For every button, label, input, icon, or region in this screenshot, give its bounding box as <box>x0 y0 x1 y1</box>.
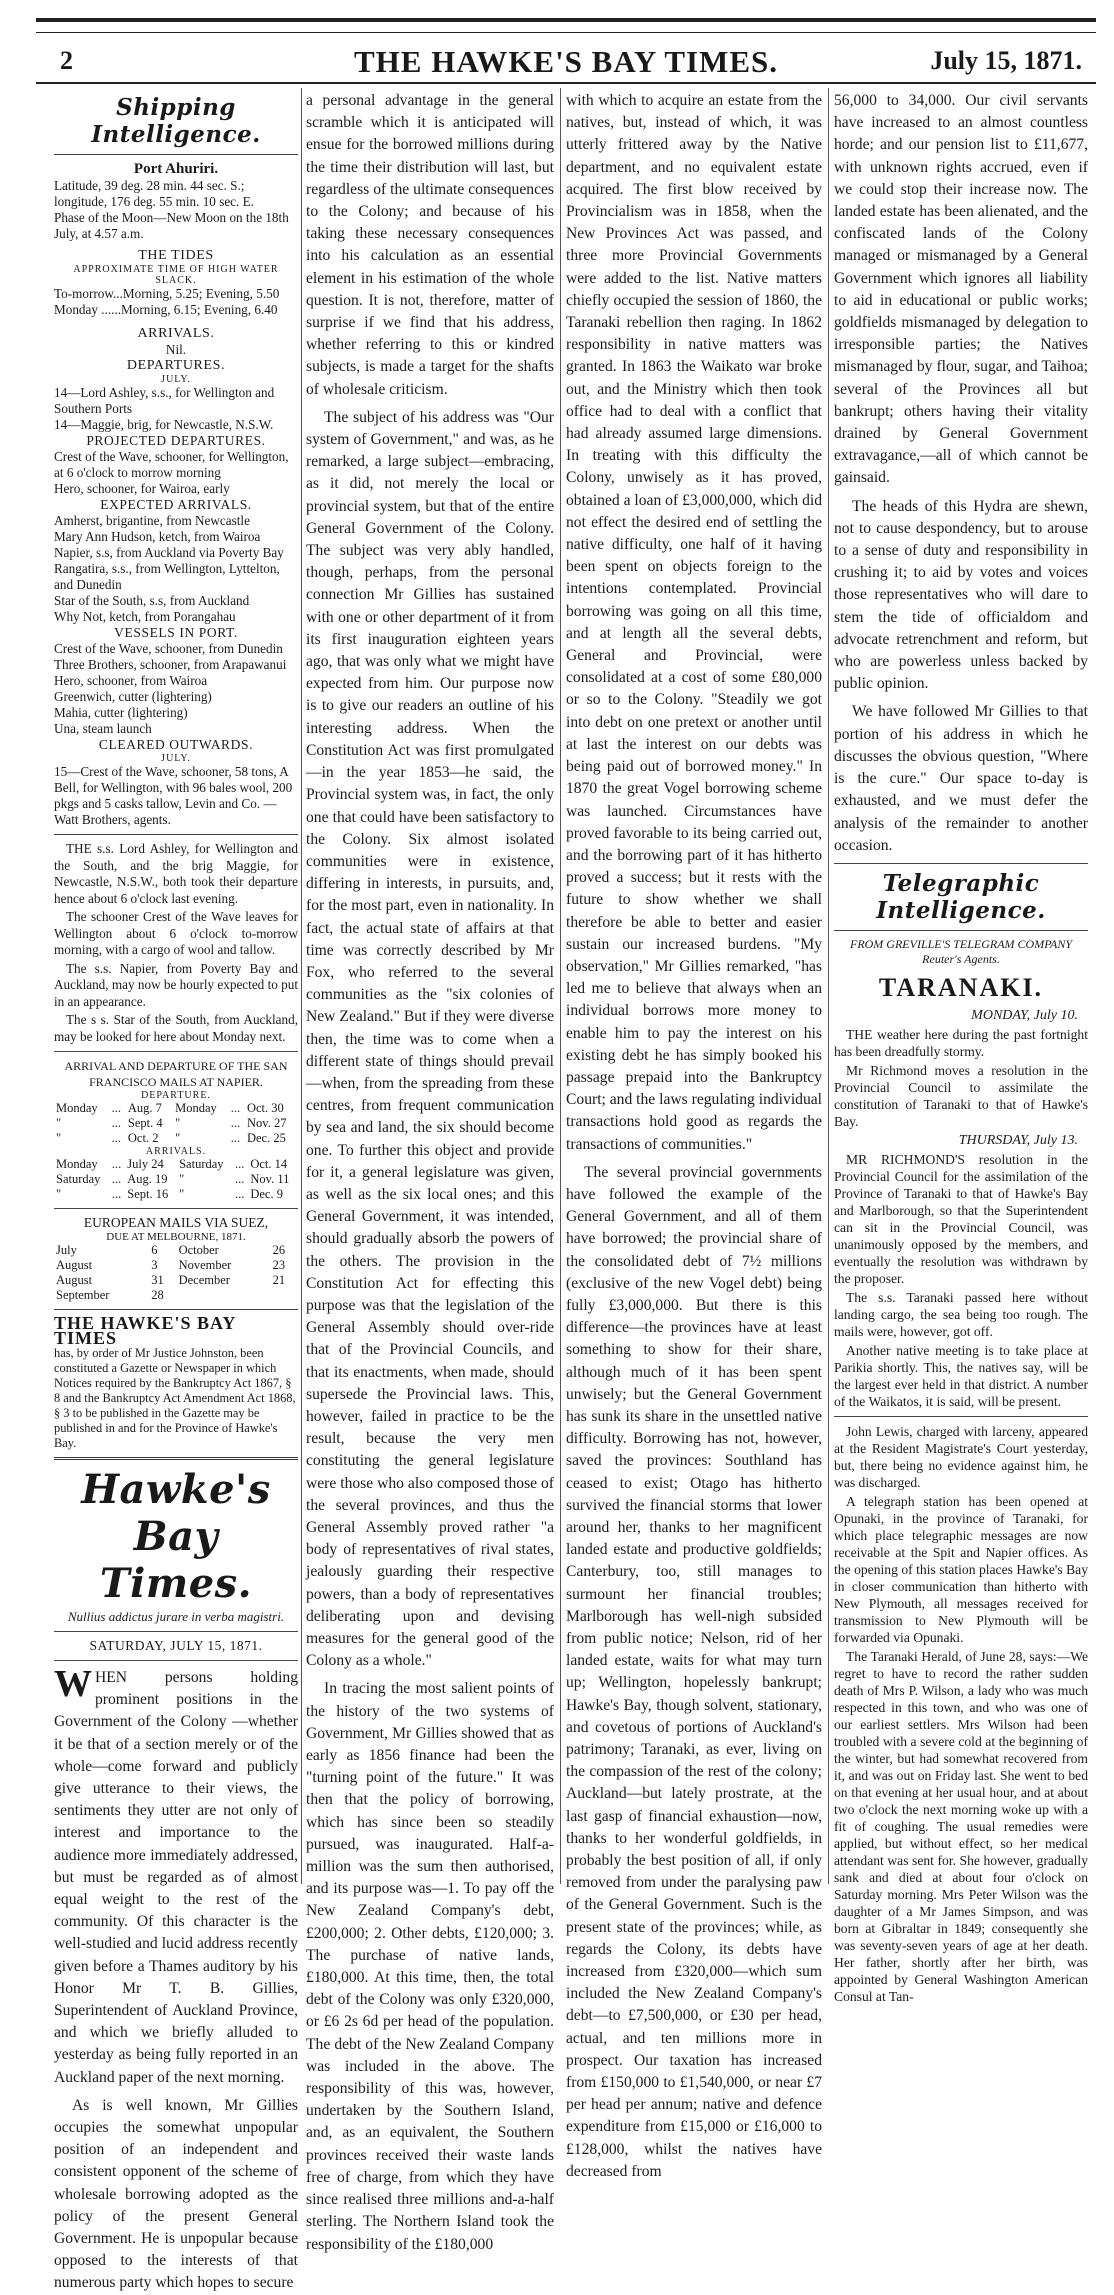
expected-item: Why Not, ketch, from Porangahau <box>54 609 236 624</box>
departures-heading: DEPARTURES. <box>126 358 226 373</box>
shipping-heading: Shipping Intelligence. <box>91 94 261 148</box>
table-cell: July <box>56 1243 77 1257</box>
local-news <box>834 1423 1088 2005</box>
port-name: Port Ahuriri. <box>133 161 219 177</box>
table-cell: " <box>179 1172 185 1186</box>
divider <box>834 1416 1088 1417</box>
table-cell: Oct. 14 <box>250 1157 288 1171</box>
sf-departure-table <box>54 1101 298 1146</box>
table-cell: Monday <box>175 1101 217 1115</box>
table-cell: ... <box>111 1116 121 1130</box>
table-cell: " <box>56 1116 62 1130</box>
table-cell: Sept. 4 <box>127 1116 163 1130</box>
table-cell <box>177 1288 271 1303</box>
telegram-paragraph: Another native meeting is to take place at Parikia shortly. This, the natives say, will be the largest ever held in that district. A number of the Waikatos, it is said, will be present. <box>834 1342 1088 1409</box>
suez-row <box>54 1243 298 1258</box>
news-paragraph: The s s. Star of the South, from Auckland, may be looked for here about Monday next. <box>54 1012 298 1044</box>
suez-table <box>54 1243 298 1303</box>
masthead-rule <box>36 82 1096 84</box>
telegram-agents: Reuter's Agents. <box>922 951 1000 966</box>
telegram-paragraph: The s.s. Taranaki passed here without landing cargo, the sea being too rough. The mails were, however, got off. <box>834 1289 1088 1339</box>
local-paragraph: The Taranaki Herald, of June 28, says:—We regret to have to record the rather sudden death of Mrs P. Wilson, a lady who was much respected in this town, and who was one of our earliest settlers. Mrs Wilson had been troubled with a severe cold at the beginning of the winter, but had somewhat recovered from it, and was out on Friday last. She went to bed on that evening at her usual hour, and at about two o'clock the next morning woke up with a fit of coughing. The usual remedies were applied, but without effect, so her medical attendant was sent for. She however, gradually sank and died at about four o'clock on Saturday morning. Mrs Peter Wilson was the daughter of a Mr James Simpson, and was born at Gibraltar in 1849; consequently she was seventy-seven years of age at her death. Her father, shortly after her birth, was appointed by General Washington American Consul at Tan- <box>834 1648 1088 2004</box>
arrivals-nil: Nil. <box>165 342 187 357</box>
suez-row <box>54 1288 298 1303</box>
table-cell: 31 <box>151 1273 164 1287</box>
news-paragraph: THE s.s. Lord Ashley, for Wellington and the South, and the brig Maggie, for Newcastle, N.S.W., both took their departure hence about 6 o'clock last evening. <box>54 841 298 906</box>
column-divider <box>301 88 302 1884</box>
table-cell: Aug. 19 <box>127 1172 168 1186</box>
expected-heading: EXPECTED ARRIVALS. <box>100 497 252 512</box>
expected-item: Rangatira, s.s., from Wellington, Lyttelton, and Dunedin <box>54 561 280 592</box>
table-cell: Nov. 11 <box>250 1172 290 1186</box>
inport-item: Hero, schooner, from Wairoa <box>54 673 208 688</box>
telegram-source: FROM GREVILLE'S TELEGRAM COMPANY <box>849 936 1072 951</box>
table-cell: Dec. 25 <box>246 1131 286 1145</box>
cleared-month: JULY. <box>161 753 191 764</box>
column-2 <box>306 90 554 2253</box>
table-cell: July 24 <box>127 1157 164 1171</box>
tide-row: To-morrow...Morning, 5.25; Evening, 5.50 <box>54 286 280 301</box>
expected-item: Star of the South, s.s, from Auckland <box>54 593 250 608</box>
editorial-paragraph: We have followed Mr Gillies to that portion of his address in which he discusses the obvious question, "Where is the cure." Our space to-day is exhausted, and we must defer the analysis of the remainder to another occasion. <box>834 703 1088 854</box>
table-cell: ... <box>230 1116 241 1130</box>
telegram-paragraph: Mr Richmond moves a resolution in the Provincial Council to assimilate the constitution of Taranaki to that of Hawke's Bay. <box>834 1062 1088 1129</box>
table-cell: ... <box>111 1172 122 1186</box>
table-cell: August <box>56 1273 93 1287</box>
table-cell: Aug. 7 <box>127 1101 162 1115</box>
local-paragraph: A telegraph station has been opened at Opunaki, in the province of Taranaki, for which place telegraphic messages are now receivable at the Spit and Napier offices. As the opening of this station places Hawke's Bay in closer communication than hitherto with New Plymouth, all messages received for transmission to New Plymouth will be forwarded via Opunaki. <box>834 1493 1088 1645</box>
editorial-paragraph: The several provincial governments have followed the example of the General Government, and all of them have borrowed; the provincial share of the consolidated debt of 7½ millions (exclusive of the new Vogel debt) being fully £3,000,000. But there is this difference—the provinces have at least something to show for their share, although much of it has been spent unwisely; but the General Government has sunk its share in the unsettled native difficulty. Borrowing has not, however, saved the provinces: Southland has ceased to exist; Otago has hitherto survived the financial storms that lower around her, thanks to her magnificent landed estate and productive goldfields; Canterbury, too, still manages to surmount her financial troubles; Marlborough has well-nigh subsided from public notice; Nelson, rid of her landed estate, waits for what may turn up; Wellington, hopelessly bankrupt; Hawke's Bay, though solvent, stationary, and covetous of portions of Auckland's patrimony; Taranaki, as ever, living on the compassion of the rest of the colony; Auckland—but lately prostrate, at the last gasp of financial exhaustion—now, thanks to her wonderful goldfields, in probably the best position of all, if only removed from under the paralysing paw of the General Government. Such is the present state of the provinces; while, as regards the Colony, its debts have increased from £320,000—which sum included the New Zealand Company's debt—to £7,500,000, or £30 per head, actual, and ten millions more in prospect. Our taxation has increased from £150,000 to £1,540,000, or near £7 per head per annum; native and defence expenditure from £15,000 or £16,000 to £128,000, whilst the natives have decreased from <box>566 1163 822 2180</box>
inport-item: Una, steam launch <box>54 721 152 736</box>
editorial-paragraph: In tracing the most salient points of the history of the two systems of Government, Mr Gillies showed that as early as 1856 finance had been the "turning point of the future." It was then that the policy of borrowing, which has since been so steadily pursued, was inaugurated. Half-a-million was the sum then authorised, and its purpose was—1. To pay off the New Zealand Company's debt, £200,000; 2. Other debts, £120,000; 3. The purchase of native lands, £180,000. At this time, then, the total debt of the Colony was only £320,000, or £6 2s 6d per head of the population. The debt of the New Zealand Company was included in the above. The responsibility of this was, however, undertaken by the Southern Island, and, as an equivalent, the Southern provinces received their waste lands free of charge, from which they have since realised three millions and-a-half sterling. The Northern Island took the responsibility of the £180,000 <box>306 1680 554 2253</box>
telegram-paragraph: THE weather here during the past fortnight has been dreadfully stormy. <box>834 1026 1088 1059</box>
table-cell: Nov. 27 <box>246 1116 287 1130</box>
sf-arrival-table <box>54 1157 298 1202</box>
table-cell: November <box>178 1258 232 1272</box>
telegram-date: MONDAY, July 10. <box>971 1007 1078 1023</box>
divider <box>54 1309 298 1310</box>
table-cell: " <box>56 1131 62 1145</box>
table-cell: " <box>56 1187 62 1201</box>
arrivals-heading: ARRIVALS. <box>137 326 215 341</box>
table-cell: ... <box>230 1131 241 1145</box>
sf-departure-row <box>54 1116 298 1131</box>
paper-motto: Nullius addictus jurare in verba magistri. <box>67 1609 285 1624</box>
news-paragraph: The s.s. Napier, from Poverty Bay and Auckland, may now be hourly expected to put in an appearance. <box>54 960 298 1009</box>
table-cell: Sept. 16 <box>127 1187 169 1201</box>
table-cell: " <box>175 1116 181 1130</box>
projected-item: Crest of the Wave, schooner, for Wellington, at 6 o'clock to morrow morning <box>54 449 289 480</box>
inport-item: Greenwich, cutter (lightering) <box>54 689 212 704</box>
editorial-dateline: SATURDAY, JULY 15, 1871. <box>89 1638 263 1653</box>
table-cell: ... <box>111 1157 122 1171</box>
projected-item: Hero, schooner, for Wairoa, early <box>54 481 230 496</box>
column-divider <box>828 88 829 1884</box>
arrivals-label: ARRIVALS. <box>145 1146 207 1157</box>
sf-departure-row <box>54 1131 298 1146</box>
divider <box>834 863 1088 864</box>
table-cell: Saturday <box>56 1172 101 1186</box>
sanfran-heading: ARRIVAL AND DEPARTURE OF THE SAN FRANCISCO MAILS AT NAPIER. <box>64 1059 288 1089</box>
table-cell: ... <box>234 1172 245 1186</box>
masthead <box>36 38 1096 78</box>
table-cell: December <box>178 1273 230 1287</box>
table-cell: ... <box>234 1187 245 1201</box>
table-cell: 21 <box>272 1273 286 1287</box>
divider <box>834 930 1088 931</box>
suez-sub: DUE AT MELBOURNE, 1871. <box>106 1231 246 1243</box>
telegram-body <box>834 1007 1088 1410</box>
tides-sub: APPROXIMATE TIME OF HIGH WATER SLACK. <box>73 264 279 286</box>
top-rule <box>36 18 1096 33</box>
notice-title: THE HAWKE'S BAY TIMES <box>54 1313 236 1348</box>
table-cell: Dec. 9 <box>250 1187 283 1201</box>
table-cell: September <box>56 1288 110 1302</box>
telegraphic-heading: Telegraphic Intelligence. <box>876 869 1046 924</box>
divider <box>54 834 298 835</box>
editorial-paragraph: with which to acquire an estate from the natives, but, instead of which, it was utterly frittered away by the Native department, and no equivalent estate acquired. The first blow received by Provincialism was in 1858, when the New Provinces Act was passed, and three more Provincial Governments were added to the list. Native matters chiefly occupied the session of 1860, the Taranaki rebellion then raging. In 1862 responsibility in native matters was granted. In 1863 the Waikato war broke out, and the Ministry which then took office had to deal with a conflict that had already assumed large dimensions. In treating with this difficulty the Colony, unwisely as it has proved, obtained a loan of £3,000,000, which did not effect the desired end of settling the native difficulty, one half of it having been spent on objects foreign to the intentions contemplated. Provincial borrowing was going on all this time, and at length all the several debts, General and Provincial, were consolidated at a cost of some £80,000 or so to the Colony. "Steadily we got into debt on one pretext or another until at last the interest on our debts was being paid out of borrowed money." In 1870 the great Vogel borrowing scheme was launched. Circumstances have proved favorable to its being carried out, and the borrowing part of it has hitherto proved a success; but it rests with the future to show whether we shall therefore be able to better and easier sustain our increased burdens. "My observation," Mr Gillies remarked, "has led me to believe that always when an individual borrows more money to enable him to pay the interest on his existing debt he has simply booked his passage prepaid into the Bankruptcy Court; and the laws regulating individual transactions hold good as regards the transactions of communities." <box>566 92 822 1153</box>
table-cell: ... <box>234 1157 245 1171</box>
latlong: Latitude, 39 deg. 28 min. 44 sec. S.; longitude, 176 deg. 55 min. 10 sec. E. <box>54 178 254 209</box>
inport-item: Three Brothers, schooner, from Arapawanui <box>54 657 287 672</box>
editorial-paragraph: 56,000 to 34,000. Our civil servants have increased to an almost countless horde; and our pension list to £11,677, with unknown rights accrued, even if we could stop their increase now. The landed estate has been alienated, and the confiscated lands of the Colony managed or mismanaged by a General Government which ignores all liability to aid in educational or public works; goldfields mismanaged by delegation to irresponsible parties; the Natives mismanaged by flour, sugar, and Taihoa; several of the Provinces all but bankrupt; others having their vitality drained by General Government extravagance,—all of which cannot be gainsaid. <box>834 92 1088 487</box>
page-number: 2 <box>60 46 73 75</box>
editorial-paragraph: As is well known, Mr Gillies occupies the somewhat unpopular position of an independent and consistent opponent of the scheme of wholesale borrowing adopted as the policy of the present General Government. He is unpopular because opposed to the interests of that numerous party which hopes to secure <box>54 2096 298 2292</box>
editorial-end <box>834 90 1088 857</box>
table-cell: ... <box>111 1101 121 1115</box>
departures-month: JULY. <box>161 374 191 385</box>
table-cell: August <box>56 1258 93 1272</box>
editorial-paragraph: The subject of his address was "Our system of Government," and was, as he remarked, a large subject—embracing, as it did, not merely the local or provincial system, but that of the entire General Government of the Colony. The subject was very ably handled, though, perhaps, from the personal connection Mr Gillies has sustained with one or other department of it from its first inauguration eighteen years ago, that was only what we might have expected from him. Our purpose now is to give our readers an outline of his interesting address. When the Constitution Act was first promulgated—in the year 1853—he said, the Provincial system was, in fact, the only one that could have been satisfactory to the Colony. Six almost isolated communities were in existence, differing in interests, in pursuits, and, for the most part, even in nationality. In fact, the actual state of affairs at that time was correctly described by Mr Fox, who referred to the several communities as the "six colonies of New Zealand." But if they were diverse then, the time was to come when a different state of things should prevail—when, from the spreading from these centres, from frequent communication by sea and land, the six should become one. To further this object and provide for it, a general legislature was given, as well as the six local ones; and this General Government, it was intended, should gradually absorb the powers of the others. The provision in the Constitution Act for effecting this purpose was that the legislation of the General Assembly should over-ride that of the Provincial Councils, and that its enactments, when made, should supersede the Provincial laws. This, however, failed in practice to be the result, because the very men constituting the general legislature were those who also composed those of the several provinces, and thus the General Assembly proved rather "a body of representatives of rival states, jealously guarding their respective powers, than a body of representatives deliberating upon and devising measures for the general good of the Colony as a whole." <box>306 408 554 1670</box>
table-cell: ... <box>111 1187 122 1201</box>
divider <box>54 1660 298 1661</box>
table-cell: 28 <box>151 1288 164 1302</box>
taranaki-heading: TARANAKI. <box>878 972 1044 1002</box>
column-divider <box>560 88 561 1884</box>
telegram-date: THURSDAY, July 13. <box>958 1132 1078 1148</box>
editorial-start <box>54 1663 298 2295</box>
suez-heading: EUROPEAN MAILS VIA SUEZ, <box>83 1215 269 1230</box>
paper-nameplate: Hawke's Bay Times. <box>81 1466 271 1607</box>
column-3 <box>566 90 822 2180</box>
telegram-paragraph: MR RICHMOND'S resolution in the Provincial Council for the assimilation of the Province of Taranaki to that of Hawke's Bay and Marlborough, so that the Superintendent can sit in the Provincial Council, was unanimously opposed by the members, and eventually the resolution was withdrawn by the proposer. <box>834 1151 1088 1286</box>
suez-row <box>54 1273 298 1288</box>
divider <box>54 1051 298 1052</box>
suez-row <box>54 1258 298 1273</box>
expected-item: Amherst, brigantine, from Newcastle <box>54 513 250 528</box>
table-cell: 3 <box>151 1258 158 1272</box>
sf-arrival-row <box>54 1187 298 1202</box>
sf-departure-row <box>54 1101 298 1116</box>
table-cell: " <box>175 1131 181 1145</box>
divider <box>54 1208 298 1209</box>
departure-label: DEPARTURE. <box>141 1090 211 1101</box>
newspaper-title: THE HAWKE'S BAY TIMES. <box>354 44 778 79</box>
table-cell: ... <box>111 1131 121 1145</box>
gazette-notice <box>54 1313 298 1451</box>
column-4 <box>834 90 1088 2004</box>
editorial-paragraph: The heads of this Hydra are shewn, not to cause despondency, but to arouse to a sense of duty and responsibility in crushing it; to aid by votes and voices those representatives who will dare to stem the tide of officialdom and advocate retrenchment and reform, but who are powerless unless backed by public opinion. <box>834 497 1088 693</box>
editorial-paragraph: a personal advantage in the general scramble which it is anticipated will ensue for the borrowed millions during the time their distribution will last, but regardless of the ultimate consequences to the Colony; and because of his taking these necessary consequences into his calculation as an essential element in his estimation of the whole question. It is not, therefore, matter of surprise if we find that his address, whether referring to this or kindred subjects, is made a target for the shafts of wholesale criticism. <box>306 92 554 398</box>
shipping-news <box>54 841 298 1045</box>
notice-body: has, by order of Mr Justice Johnston, been constituted a Gazette or Newspaper in which Notices required by the Bankruptcy Act 1867, § 8 and the Bankruptcy Act Amendment Act 1868, § 3 to be published in the Gazette may be published in and for the Province of Hawke's Bay. <box>54 1346 296 1450</box>
sf-arrival-row <box>54 1157 298 1172</box>
sf-arrival-row <box>54 1172 298 1187</box>
departure-item: 14—Lord Ashley, s.s., for Wellington and Southern Ports <box>54 385 275 416</box>
table-cell: " <box>179 1187 185 1201</box>
expected-item: Mary Ann Hudson, ketch, from Wairoa <box>54 529 261 544</box>
table-cell: 6 <box>151 1243 158 1257</box>
table-cell: 23 <box>272 1258 286 1272</box>
table-cell: Oct. 30 <box>246 1101 284 1115</box>
cleared-item: 15—Crest of the Wave, schooner, 58 tons, A Bell, for Wellington, with 96 bales wool, 200 pkgs and 5 casks tallow, Levin and Co. —Watt Brothers, agents. <box>54 764 293 827</box>
departure-item: 14—Maggie, brig, for Newcastle, N.S.W. <box>54 417 274 432</box>
inport-heading: VESSELS IN PORT. <box>114 625 238 640</box>
cleared-heading: CLEARED OUTWARDS. <box>98 737 254 752</box>
editorial-paragraph: WHEN persons holding prominent positions in the Government of the Colony —whether it be that of a section merely or of the whole—come forward and publicly give utterance to their views, the sentiments they utter are not only of interest and importance to the audience more immediately addressed, but must be regarded as of almost equal weight to the rest of the community. Of this character is the well-studied and lucid address recently given before a Thames auditory by his Honor Mr T. B. Gillies, Superintendent of Auckland Province, and which we briefly alluded to yesterday as being fully reported in an Auckland paper of the next morning. <box>54 1663 298 2086</box>
tide-row: Monday ......Morning, 6.15; Evening, 6.40 <box>54 302 278 317</box>
divider <box>54 1457 298 1460</box>
column-1 <box>54 90 298 2292</box>
divider <box>54 1631 298 1632</box>
issue-date: July 15, 1871. <box>930 46 1082 75</box>
table-cell: 26 <box>272 1243 286 1257</box>
expected-item: Napier, s.s, from Auckland via Poverty Bay <box>54 545 284 560</box>
moon-phase: Phase of the Moon—New Moon on the 18th July, at 4.57 a.m. <box>54 210 289 241</box>
table-cell: Oct. 2 <box>127 1131 159 1145</box>
divider <box>54 154 298 155</box>
projected-heading: PROJECTED DEPARTURES. <box>86 433 266 448</box>
inport-item: Mahia, cutter (lightering) <box>54 705 188 720</box>
table-cell: ... <box>230 1101 241 1115</box>
table-cell: October <box>178 1243 219 1257</box>
inport-item: Crest of the Wave, schooner, from Dunedin <box>54 641 283 656</box>
table-cell <box>271 1288 298 1303</box>
news-paragraph: The schooner Crest of the Wave leaves for Wellington about 6 o'clock to-morrow morning, with a cargo of wool and tallow. <box>54 909 298 957</box>
table-cell: Monday <box>56 1101 98 1115</box>
tides-heading: THE TIDES <box>138 248 214 263</box>
local-paragraph: John Lewis, charged with larceny, appeared at the Resident Magistrate's Court yesterday, but, there being no evidence against him, he was discharged. <box>834 1423 1088 1490</box>
table-cell: Saturday <box>179 1157 224 1171</box>
table-cell: Monday <box>56 1157 98 1171</box>
